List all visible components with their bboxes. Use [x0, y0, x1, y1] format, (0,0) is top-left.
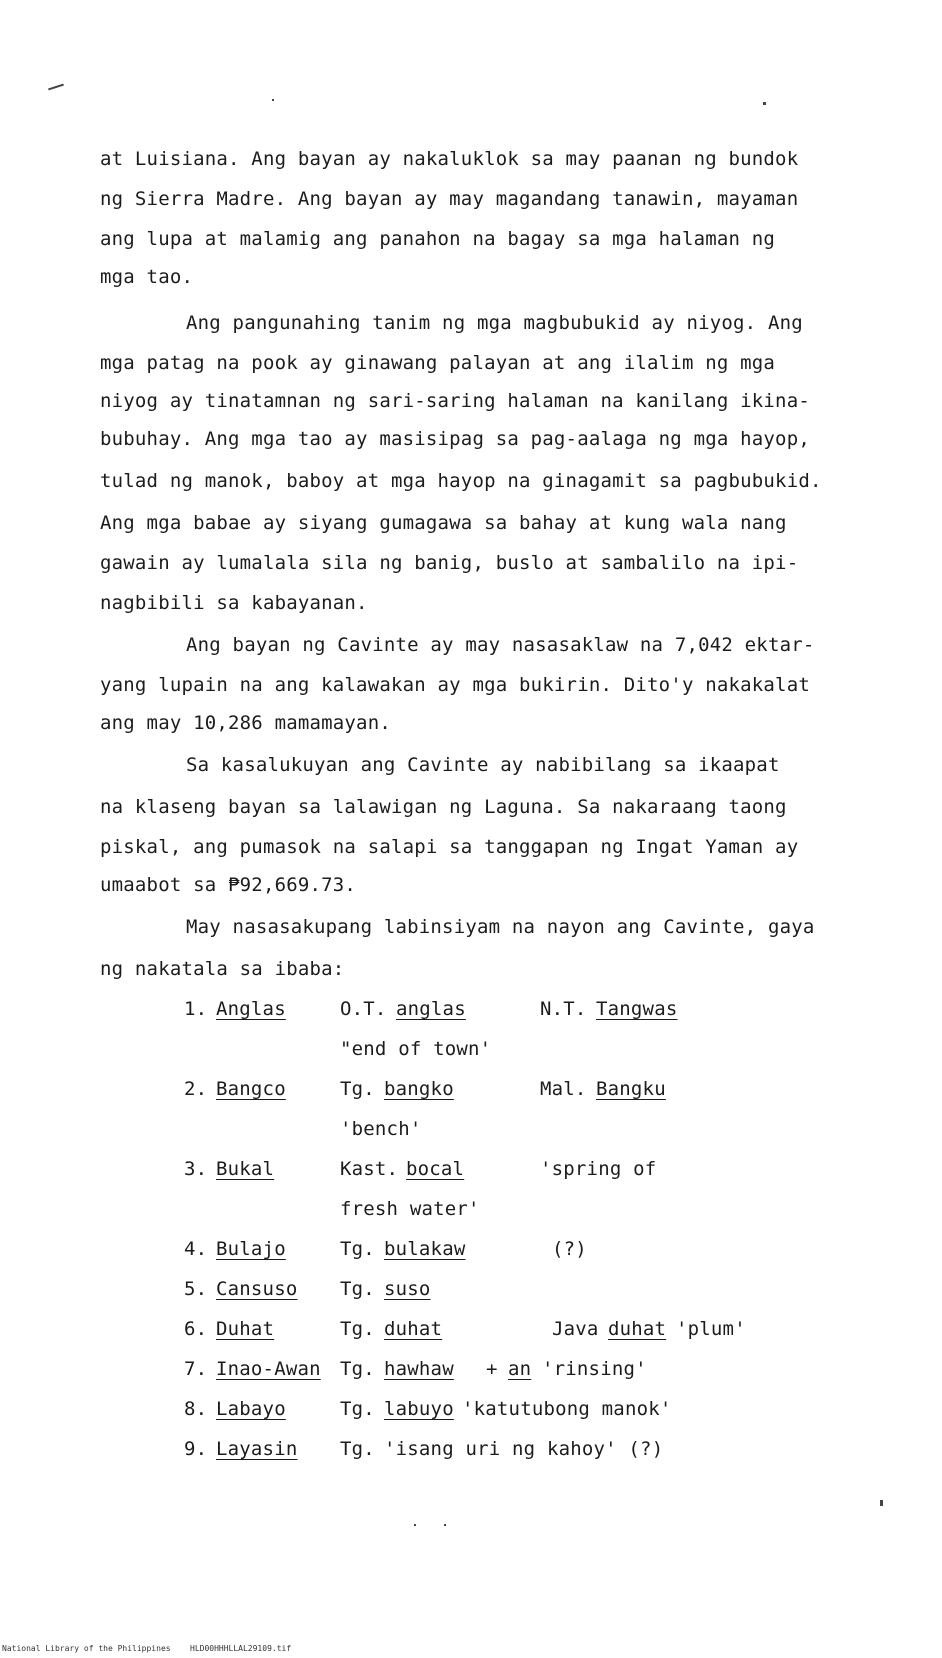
gloss-text: 'plum'	[676, 1318, 746, 1340]
paragraph-1-line: at Luisiana. Ang bayan ay nakaluklok sa may paanan ng bundok	[100, 148, 799, 170]
paragraph-3-line: yang lupain na ang kalawakan ay mga bukirin. Dito'y nakakalat	[100, 674, 810, 696]
source-word: labuyo	[384, 1398, 454, 1420]
list-item-number: 4.	[184, 1238, 208, 1260]
paragraph-5-line: May nasasakupang labinsiyam na nayon ang Cavinte, gaya	[186, 916, 815, 938]
scan-speck	[763, 102, 766, 105]
list-item-number: 6.	[184, 1318, 208, 1340]
barrio-name: Anglas	[216, 998, 286, 1020]
paragraph-4-line: Sa kasalukuyan ang Cavinte ay nabibilang sa ikaapat	[186, 754, 780, 776]
source-word: suso	[384, 1278, 431, 1300]
source-language: Kast.	[340, 1158, 399, 1180]
paragraph-3-line: Ang bayan ng Cavinte ay may nasasaklaw na 7,042 ektar-	[186, 634, 815, 656]
paragraph-1-line: ang lupa at malamig ang panahon na bagay sa mga halaman ng	[100, 228, 776, 250]
source-word: bulakaw	[384, 1238, 466, 1260]
note-word: duhat	[608, 1318, 667, 1340]
barrio-name: Layasin	[216, 1438, 298, 1460]
gloss-line: 'bench'	[340, 1118, 422, 1140]
barrio-name: Labayo	[216, 1398, 286, 1420]
paragraph-5-line: ng nakatala sa ibaba:	[100, 958, 345, 980]
paragraph-2-line: niyog ay tinatamnan ng sari-saring halaman na kanilang ikina-	[100, 390, 810, 412]
barrio-name: Bangco	[216, 1078, 286, 1100]
paragraph-4-line: na klaseng bayan sa lalawigan ng Laguna. Sa nakaraang taong	[100, 796, 787, 818]
note-word: Bangku	[596, 1078, 666, 1100]
list-item-number: 2.	[184, 1078, 208, 1100]
source-language: Tg.	[340, 1358, 375, 1380]
list-item-number: 8.	[184, 1398, 208, 1420]
source-language: Tg.	[340, 1438, 375, 1460]
scan-speck	[414, 1524, 416, 1526]
barrio-name: Bukal	[216, 1158, 275, 1180]
paragraph-1-line: mga tao.	[100, 266, 194, 288]
paragraph-2-line: nagbibili sa kabayanan.	[100, 592, 368, 614]
paragraph-4-line: piskal, ang pumasok na salapi sa tanggapan ng Ingat Yaman ay	[100, 836, 799, 858]
list-item-number: 7.	[184, 1358, 208, 1380]
gloss-text: 'rinsing'	[542, 1358, 647, 1380]
gloss-text: 'isang uri ng kahoy' (?)	[384, 1438, 664, 1460]
barrio-name: Inao-Awan	[216, 1358, 321, 1380]
footer-filename: HLD00HHHLLAL29109.tif	[190, 1644, 292, 1653]
source-language: Tg.	[340, 1398, 375, 1420]
source-word: bangko	[384, 1078, 454, 1100]
list-item-number: 9.	[184, 1438, 208, 1460]
source-word: anglas	[396, 998, 466, 1020]
paragraph-2-line: Ang mga babae ay siyang gumagawa sa bahay at kung wala nang	[100, 512, 787, 534]
scan-speck	[880, 1500, 883, 1506]
paragraph-2-line: tulad ng manok, baboy at mga hayop na ginagamit sa pagbubukid.	[100, 470, 822, 492]
source-language: Tg.	[340, 1238, 375, 1260]
paragraph-2-line: Ang pangunahing tanim ng mga magbubukid ay niyog. Ang	[186, 312, 803, 334]
scan-speck	[444, 1524, 446, 1526]
paragraph-2-line: mga patag na pook ay ginawang palayan at ang ilalim ng mga	[100, 352, 776, 374]
source-language: Tg.	[340, 1078, 375, 1100]
suffix-word: an	[508, 1358, 532, 1380]
scan-speck	[272, 99, 274, 101]
note-language: N.T.	[540, 998, 587, 1020]
gloss-text: (?)	[552, 1238, 587, 1260]
source-language: Tg.	[340, 1278, 375, 1300]
paragraph-2-line: bubuhay. Ang mga tao ay masisipag sa pag-aalaga ng mga hayop,	[100, 428, 810, 450]
gloss-text: 'spring of	[540, 1158, 657, 1180]
barrio-name: Cansuso	[216, 1278, 298, 1300]
paragraph-2-line: gawain ay lumalala sila ng banig, buslo at sambalilo na ipi-	[100, 552, 799, 574]
paragraph-4-line: umaabot sa ₱92,669.73.	[100, 874, 357, 896]
gloss-text: 'katutubong manok'	[462, 1398, 672, 1420]
scan-mark	[48, 84, 64, 91]
source-word: hawhaw	[384, 1358, 454, 1380]
note-word: Tangwas	[596, 998, 678, 1020]
source-word: duhat	[384, 1318, 443, 1340]
plus-sign: +	[486, 1358, 498, 1380]
list-item-number: 1.	[184, 998, 208, 1020]
source-language: Tg.	[340, 1318, 375, 1340]
gloss-line: "end of town'	[340, 1038, 492, 1060]
list-item-number: 3.	[184, 1158, 208, 1180]
note-language: Java	[552, 1318, 599, 1340]
source-word: bocal	[406, 1158, 465, 1180]
paragraph-1-line: ng Sierra Madre. Ang bayan ay may magandang tanawin, mayaman	[100, 188, 799, 210]
barrio-name: Bulajo	[216, 1238, 286, 1260]
gloss-line: fresh water'	[340, 1198, 480, 1220]
paragraph-3-line: ang may 10,286 mamamayan.	[100, 712, 391, 734]
source-language: O.T.	[340, 998, 387, 1020]
barrio-name: Duhat	[216, 1318, 275, 1340]
note-language: Mal.	[540, 1078, 587, 1100]
list-item-number: 5.	[184, 1278, 208, 1300]
footer-library: National Library of the Philippines	[2, 1644, 171, 1653]
